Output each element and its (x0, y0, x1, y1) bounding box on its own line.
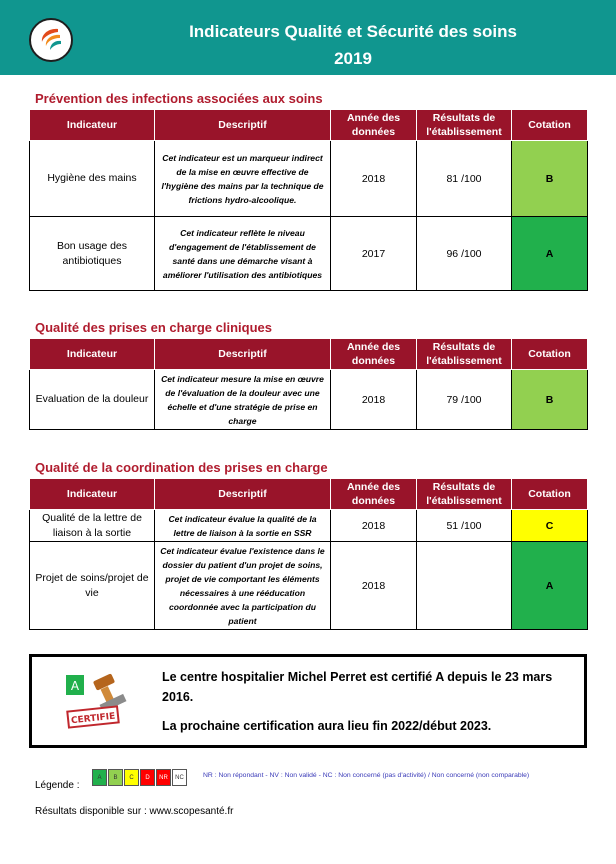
column-header-annee: Année des données (331, 110, 417, 141)
indicator-description: Cet indicateur évalue la qualité de la lettre de liaison à la sortie en SSR (155, 510, 331, 542)
table-coordination (29, 478, 588, 630)
indicator-name: Qualité de la lettre de liaison à la sortie (30, 510, 155, 542)
indicator-description: Cet indicateur reflète le niveau d'engagement de l'établissement de santé dans une démarche visant à améliorer l'utilisation des antibiotiques (155, 217, 331, 291)
table-infections (29, 109, 588, 291)
column-header-resultats: Résultats de l'établissement (417, 110, 512, 141)
table-row (30, 542, 588, 630)
column-header-cotation: Cotation (512, 110, 588, 141)
page-title: Indicateurs Qualité et Sécurité des soins (189, 22, 517, 41)
indicator-name: Bon usage des antibiotiques (30, 217, 155, 291)
result-value: 51 /100 (417, 510, 512, 542)
column-header-descriptif: Descriptif (155, 339, 331, 370)
table-header-row (30, 339, 588, 370)
table-clinical (29, 338, 588, 430)
table-row (30, 510, 588, 542)
result-value: 81 /100 (417, 141, 512, 217)
section-title-infections: Prévention des infections associées aux soins (35, 91, 323, 106)
table-row (30, 370, 588, 430)
column-header-annee: Année des données (331, 339, 417, 370)
column-header-indicateur: Indicateur (30, 110, 155, 141)
legend-swatch-a: A (92, 769, 107, 786)
section-title-clinical: Qualité des prises en charge cliniques (35, 320, 272, 335)
column-header-resultats: Résultats de l'établissement (417, 479, 512, 510)
data-year: 2018 (331, 370, 417, 430)
indicator-description: Cet indicateur évalue l'existence dans le dossier du patient d'un projet de soins, projet de vie comportant les éléments nécessaires à une rééducation coordonnée avec la participation du patient (155, 542, 331, 630)
result-value: 96 /100 (417, 217, 512, 291)
indicator-name: Hygiène des mains (30, 141, 155, 217)
column-header-resultats: Résultats de l'établissement (417, 339, 512, 370)
column-header-descriptif: Descriptif (155, 110, 331, 141)
indicator-description: Cet indicateur mesure la mise en œuvre de l'évaluation de la douleur avec une échelle et d'une stratégie de prise en charge (155, 370, 331, 430)
legend-swatch-nr: NR (156, 769, 171, 786)
data-year: 2018 (331, 542, 417, 630)
cotation-badge: C (512, 510, 588, 542)
column-header-annee: Année des données (331, 479, 417, 510)
cotation-badge: A (512, 542, 588, 630)
certification-status-text: Le centre hospitalier Michel Perret est certifié A depuis le 23 mars 2016. (162, 670, 553, 704)
legend-swatch-c: C (124, 769, 139, 786)
cotation-badge: A (512, 217, 588, 291)
cotation-badge: B (512, 370, 588, 430)
hospital-logo (29, 18, 73, 62)
legend-label: Légende : (35, 780, 80, 791)
certification-badge-letter: A (70, 679, 80, 693)
certification-stamp-icon (64, 671, 134, 731)
legend-swatch-b: B (108, 769, 123, 786)
table-row (30, 141, 588, 217)
data-year: 2018 (331, 141, 417, 217)
column-header-cotation: Cotation (512, 479, 588, 510)
legend-swatch-d: D (140, 769, 155, 786)
table-row (30, 217, 588, 291)
results-source-link[interactable]: Résultats disponible sur : www.scopesanté.fr (35, 806, 234, 817)
legend-swatch-nc: NC (172, 769, 187, 786)
column-header-cotation: Cotation (512, 339, 588, 370)
indicator-description: Cet indicateur est un marqueur indirect de la mise en œuvre effective de l'hygiène des mains par la technique de frictions hydro-alcoolique. (155, 141, 331, 217)
data-year: 2018 (331, 510, 417, 542)
certification-stamp-text: CERTIFIE (70, 711, 116, 727)
page-header (0, 0, 616, 75)
page-year: 2019 (334, 49, 372, 68)
indicator-name: Evaluation de la douleur (30, 370, 155, 430)
table-header-row (30, 110, 588, 141)
section-title-coordination: Qualité de la coordination des prises en charge (35, 460, 328, 475)
certification-box (29, 654, 587, 748)
column-header-indicateur: Indicateur (30, 479, 155, 510)
column-header-indicateur: Indicateur (30, 339, 155, 370)
table-header-row (30, 479, 588, 510)
cotation-badge: B (512, 141, 588, 217)
next-certification-text: La prochaine certification aura lieu fin 2022/début 2023. (162, 719, 492, 733)
result-value (417, 542, 512, 630)
data-year: 2017 (331, 217, 417, 291)
legend-description: NR : Non répondant - NV : Non validé - NC : Non concerné (pas d'activité) / Non concerné (non comparable) (203, 772, 530, 779)
column-header-descriptif: Descriptif (155, 479, 331, 510)
legend-swatches (92, 769, 188, 787)
result-value: 79 /100 (417, 370, 512, 430)
indicator-name: Projet de soins/projet de vie (30, 542, 155, 630)
